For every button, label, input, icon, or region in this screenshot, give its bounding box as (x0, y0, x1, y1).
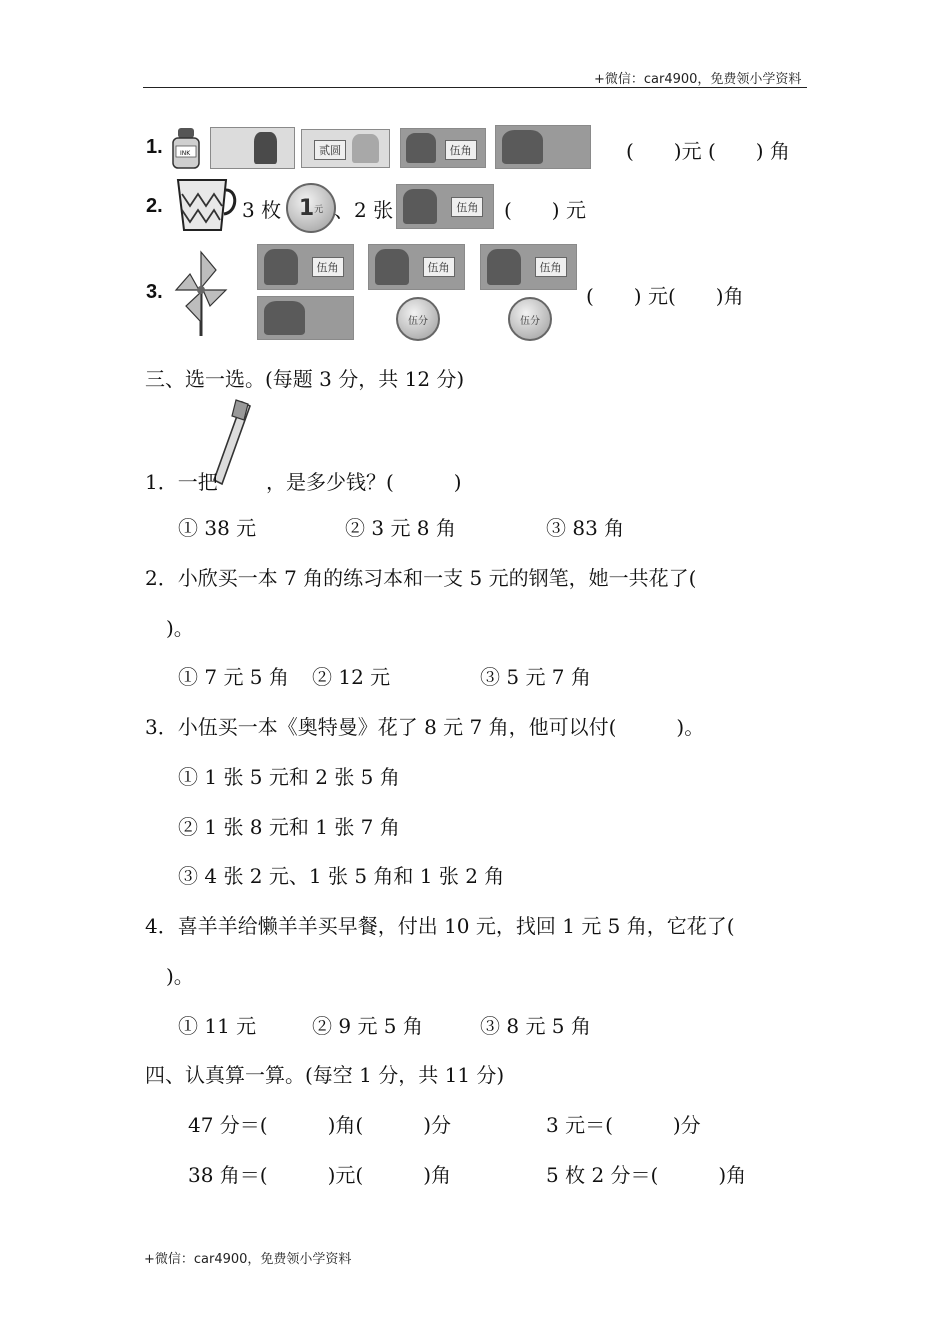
row1-blanks: ( )元 ( ) 角 (626, 139, 790, 163)
ink-label: INK (180, 150, 191, 157)
q4-text: 4．喜羊羊给懒羊羊买早餐，付出 10 元，找回 1 元 5 角，它花了( (145, 914, 735, 938)
q1-suffix: ，是多少钱？( ) (266, 470, 462, 494)
row2-blanks: ( ) 元 (504, 198, 586, 222)
one-jiao-note (495, 125, 591, 169)
five-fen-coin: 伍分 (508, 297, 552, 341)
footer-text: +微信：car4900，免费领小学资料 (144, 1252, 352, 1267)
sheet-count: 、2 张 (334, 198, 394, 222)
q4-option-3: ③ 8 元 5 角 (480, 1014, 591, 1038)
ink-bottle-icon (170, 126, 202, 170)
coin-count: 3 枚 (242, 198, 282, 222)
q2-option-3: ③ 5 元 7 角 (480, 665, 591, 689)
one-yuan-coin: 1 元 (286, 183, 336, 233)
q1-option-3: ③ 83 角 (546, 516, 625, 540)
header-text: +微信：car4900，免费领小学资料 (594, 72, 802, 87)
two-yuan-label: 贰圆 (314, 140, 346, 160)
hundred-yuan-note (210, 127, 295, 169)
one-jiao-note (257, 296, 354, 340)
q4-option-2: ② 9 元 5 角 (312, 1014, 423, 1038)
five-jiao-note: 伍角 (400, 128, 486, 168)
five-jiao-note: 伍角 (480, 244, 577, 290)
q1-option-2: ② 3 元 8 角 (345, 516, 456, 540)
five-jiao-note: 伍角 (368, 244, 465, 290)
five-jiao-note: 伍角 (396, 184, 494, 229)
row2-number: 2. (146, 195, 163, 217)
header-rule (143, 87, 807, 88)
q1-option-1: ① 38 元 (178, 516, 257, 540)
q3-option-2: ② 1 张 8 元和 1 张 7 角 (178, 815, 400, 839)
row3-number: 3. (146, 281, 163, 303)
q2-text: 2．小欣买一本 7 角的练习本和一支 5 元的钢笔，她一共花了( (145, 566, 697, 590)
section3-title: 三、选一选。(每题 3 分，共 12 分) (145, 367, 465, 391)
pinwheel-icon (174, 244, 228, 338)
row3-blanks: ( ) 元( )角 (586, 284, 744, 308)
five-fen-coin: 伍分 (396, 297, 440, 341)
q4-cont: )。 (166, 964, 194, 988)
cup-icon (174, 176, 238, 234)
row1-number: 1. (146, 136, 163, 158)
calc-item-3: 38 角＝( )元( )角 (188, 1163, 452, 1187)
calc-item-4: 5 枚 2 分＝( )角 (546, 1163, 747, 1187)
q4-option-1: ① 11 元 (178, 1014, 257, 1038)
calc-item-2: 3 元＝( )分 (546, 1113, 701, 1137)
q2-cont: )。 (166, 616, 194, 640)
q3-option-3: ③ 4 张 2 元、1 张 5 角和 1 张 2 角 (178, 864, 505, 888)
q2-option-1: ① 7 元 5 角 (178, 665, 289, 689)
q3-option-1: ① 1 张 5 元和 2 张 5 角 (178, 765, 400, 789)
q2-option-2: ② 12 元 (312, 665, 391, 689)
q3-text: 3．小伍买一本《奥特曼》花了 8 元 7 角，他可以付( )。 (145, 715, 705, 739)
two-yuan-note (301, 129, 390, 168)
section4-title: 四、认真算一算。(每空 1 分，共 11 分) (145, 1063, 505, 1087)
five-jiao-note: 伍角 (257, 244, 354, 290)
calc-item-1: 47 分＝( )角( )分 (188, 1113, 452, 1137)
q1-prefix: 1．一把 (145, 470, 218, 494)
